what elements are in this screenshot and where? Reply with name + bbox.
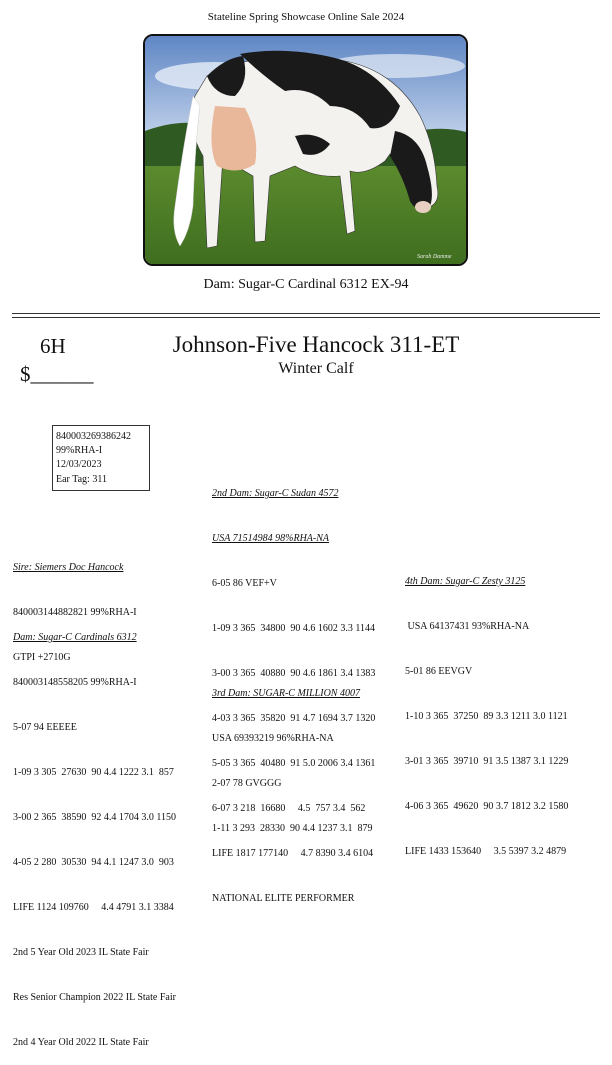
- second-dam-line: 5-05 3 365 40480 91 5.0 2006 3.4 1361: [212, 758, 376, 769]
- sire-line: GTPI +2710G: [13, 652, 71, 663]
- third-dam-line: 1-11 3 293 28330 90 4.4 1237 3.1 879: [212, 823, 373, 834]
- price-blank: $______: [20, 362, 94, 386]
- second-dam-line: 6-07 3 218 16680 4.5 757 3.4 562: [212, 803, 366, 814]
- fourth-dam-section: [405, 544, 568, 874]
- second-dam-line: 3-00 3 365 40880 90 4.6 1861 3.4 1383: [212, 668, 376, 679]
- third-dam-line: 2-07 78 GVGGG: [212, 778, 282, 789]
- fourth-dam-line: 1-10 3 365 37250 89 3.3 1211 3.0 1121: [405, 711, 568, 722]
- dam-line: 2nd 4 Year Old 2022 IL State Fair: [13, 1037, 149, 1048]
- fourth-dam-heading: 4th Dam: Sugar-C Zesty 3125: [405, 576, 526, 587]
- id-breed-percent: 99%RHA-I: [56, 445, 103, 457]
- id-ear-tag: Ear Tag: 311: [56, 473, 107, 485]
- second-dam-line: NATIONAL ELITE PERFORMER: [212, 893, 355, 904]
- dam-line: 4-05 2 280 30530 94 4.1 1247 3.0 903: [13, 857, 174, 868]
- sale-title: Stateline Spring Showcase Online Sale 2024: [207, 11, 405, 23]
- second-dam-registration: USA 71514984 98%RHA-NA: [212, 533, 330, 544]
- second-dam-line: 1-09 3 365 34800 90 4.6 1602 3.3 1144: [212, 623, 375, 634]
- lot-number: 6H: [40, 334, 66, 358]
- fourth-dam-line: USA 64137431 93%RHA-NA: [405, 621, 530, 632]
- dam-line: LIFE 1124 109760 4.4 4791 3.1 3384: [13, 902, 174, 913]
- divider-bottom: [12, 317, 600, 318]
- cow-photo: [143, 34, 468, 266]
- animal-class: Winter Calf: [278, 360, 354, 377]
- second-dam-heading: 2nd Dam: Sugar-C Sudan 4572: [212, 488, 339, 499]
- dam-line: 1-09 3 305 27630 90 4.4 1222 3.1 857: [13, 767, 174, 778]
- second-dam-line: LIFE 1817 177140 4.7 8390 3.4 6104: [212, 848, 374, 859]
- third-dam-heading: 3rd Dam: SUGAR-C MILLION 4007: [212, 688, 360, 699]
- dam-line: 5-07 94 EEEEE: [13, 722, 77, 733]
- fourth-dam-line: 3-01 3 365 39710 91 3.5 1387 3.1 1229: [405, 756, 569, 767]
- animal-name: Johnson-Five Hancock 311-ET: [172, 332, 460, 357]
- dam-line: Res Senior Champion 2022 IL State Fair: [13, 992, 176, 1003]
- id-birth-date: 12/03/2023: [56, 459, 102, 471]
- dam-heading: Dam: Sugar-C Cardinals 6312: [13, 632, 137, 643]
- fourth-dam-line: 5-01 86 EEVGV: [405, 666, 473, 677]
- dam-line: 840003148558205 99%RHA-I: [13, 677, 137, 688]
- sire-line: 840003144882821 99%RHA-I: [13, 607, 137, 618]
- dam-line: 3-00 2 365 38590 92 4.4 1704 3.0 1150: [13, 812, 176, 823]
- id-box: [52, 425, 150, 491]
- photo-caption: Dam: Sugar-C Cardinal 6312 EX-94: [203, 277, 409, 292]
- divider-top: [12, 313, 600, 314]
- third-dam-line: USA 69393219 96%RHA-NA: [212, 733, 334, 744]
- photographer-signature: Sarah Damme: [417, 254, 452, 260]
- id-registration: 840003269386242: [56, 431, 131, 442]
- sire-heading: Sire: Siemers Doc Hancock: [13, 562, 124, 573]
- third-dam-section: [212, 656, 372, 851]
- fourth-dam-line: 4-06 3 365 49620 90 3.7 1812 3.2 1580: [405, 801, 569, 812]
- second-dam-line: 6-05 86 VEF+V: [212, 578, 277, 589]
- dam-line: 2nd 5 Year Old 2023 IL State Fair: [13, 947, 149, 958]
- fourth-dam-line: LIFE 1433 153640 3.5 5397 3.2 4879: [405, 846, 567, 857]
- dam-section: [13, 600, 176, 1065]
- second-dam-line: 4-03 3 365 35820 91 4.7 1694 3.7 1320: [212, 713, 376, 724]
